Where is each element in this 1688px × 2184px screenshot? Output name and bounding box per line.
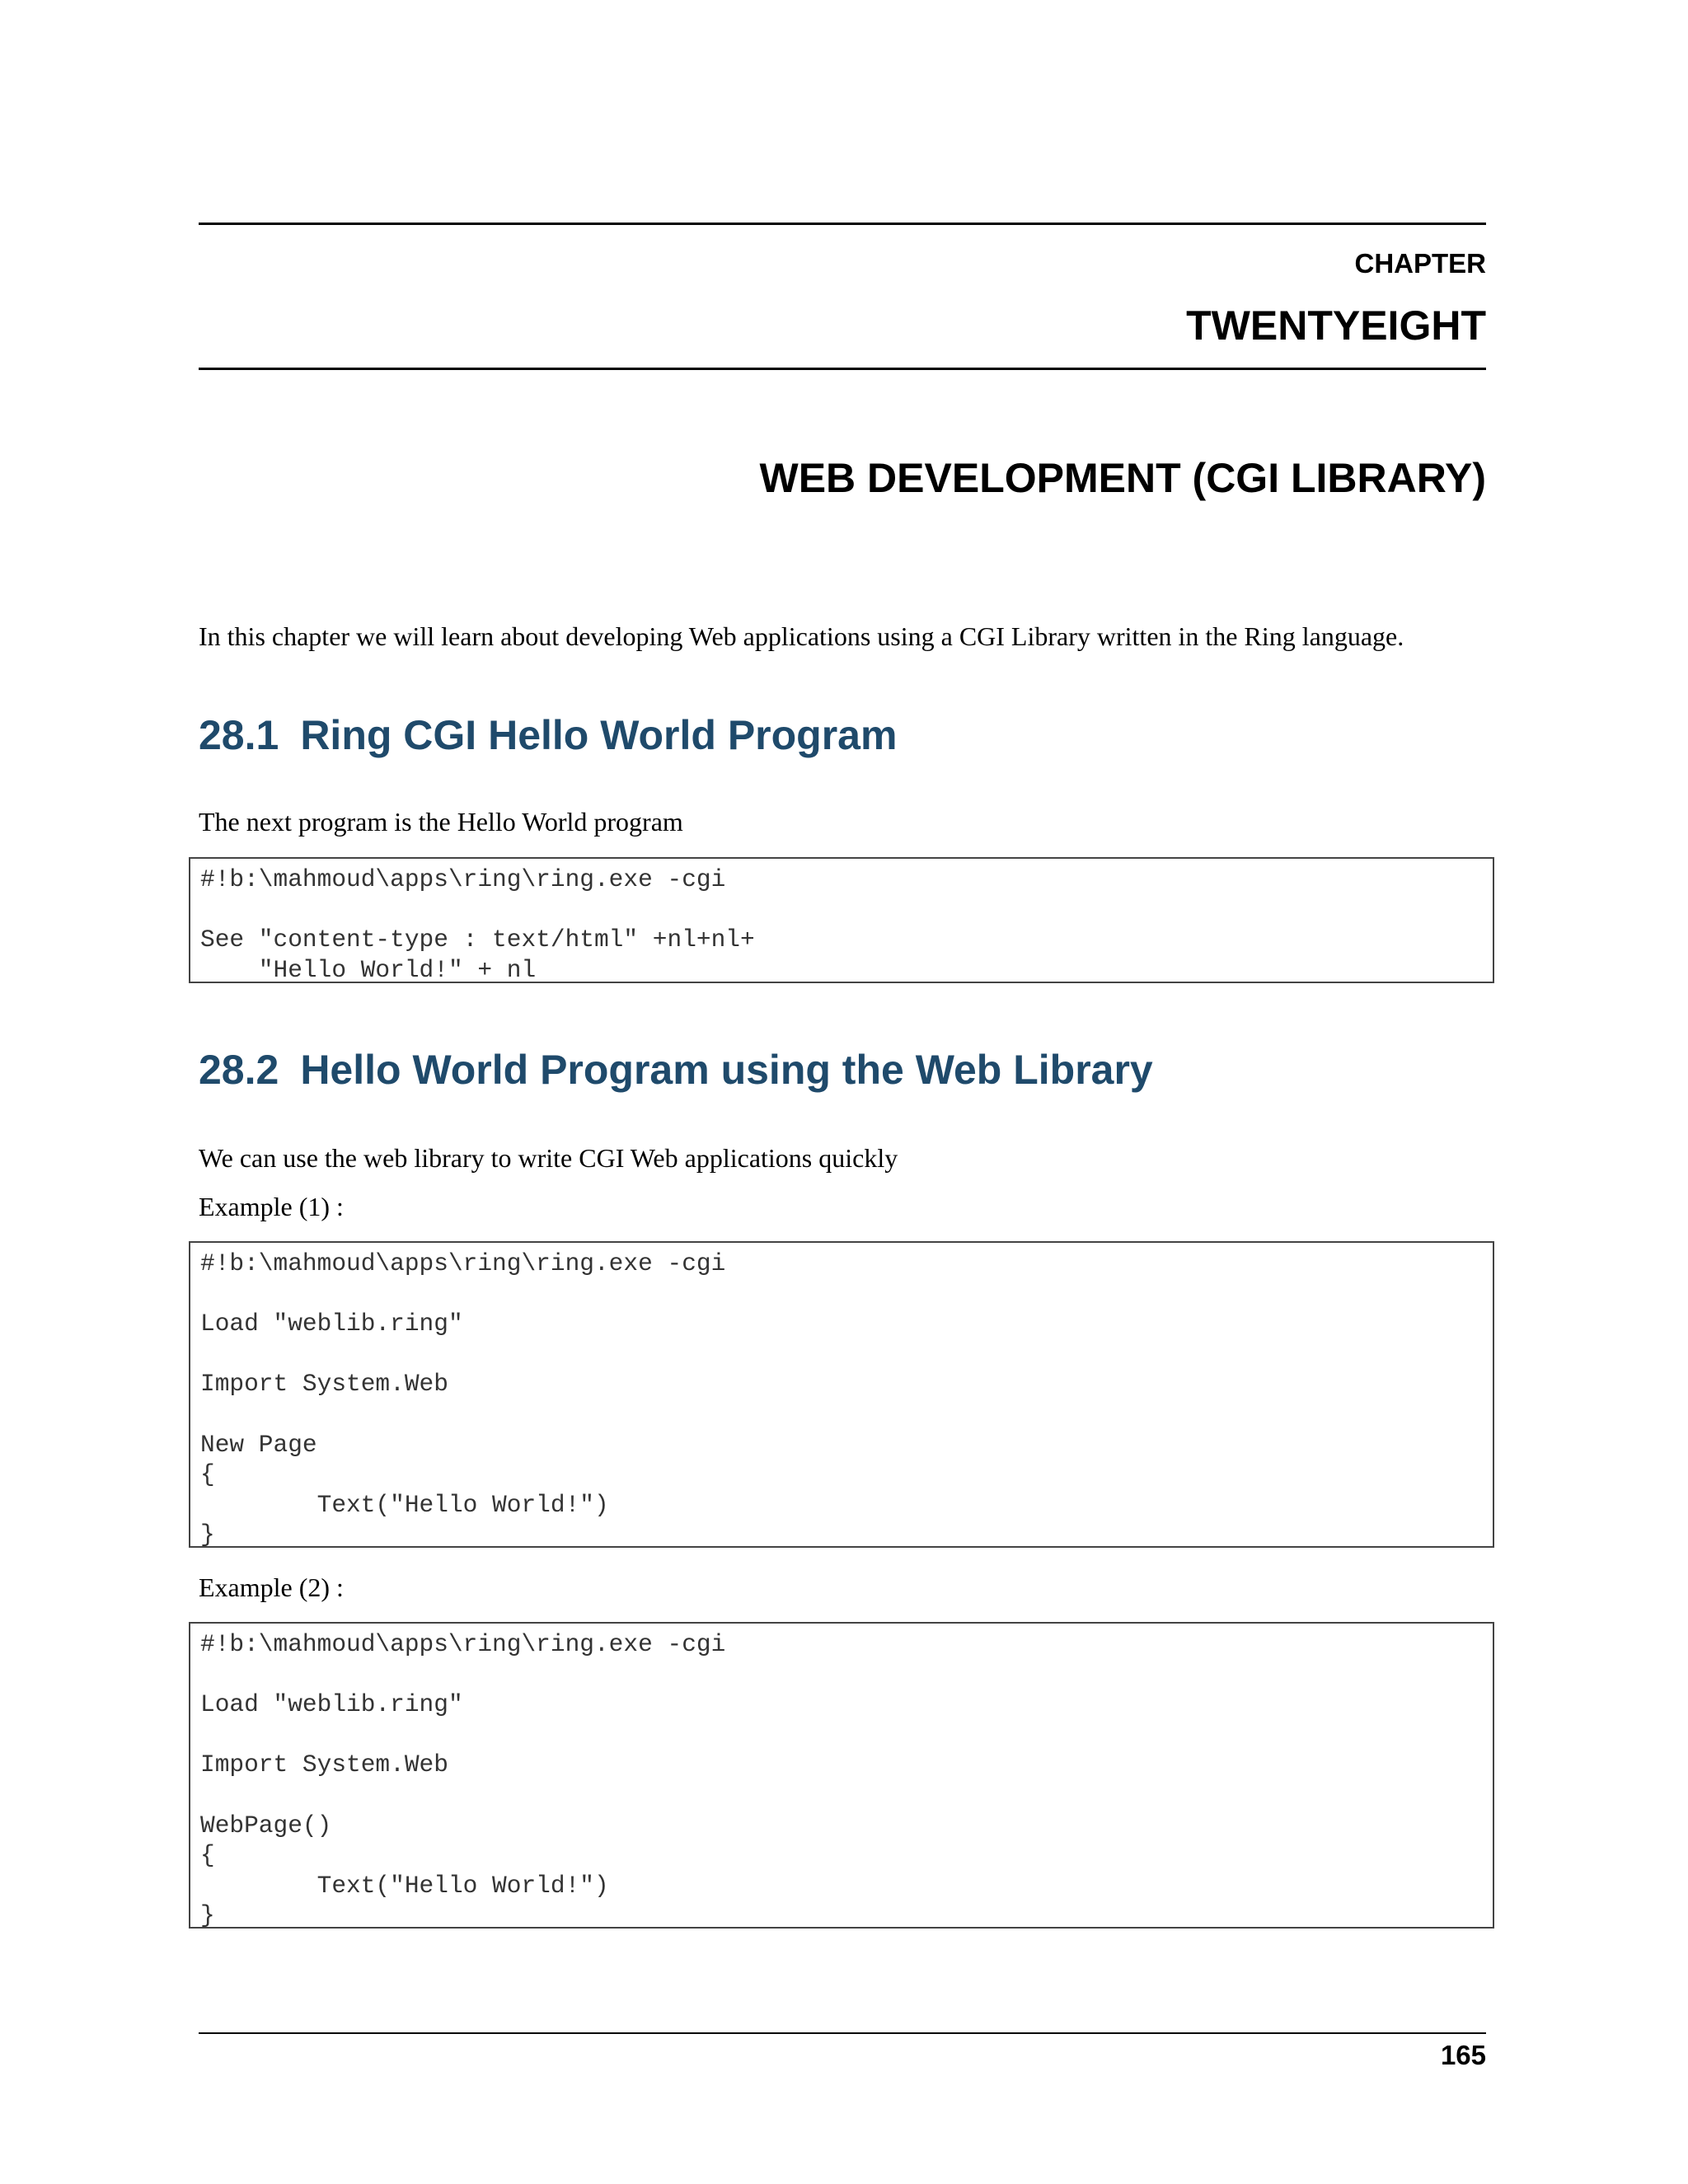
section-28-2-text: We can use the web library to write CGI Web applications quickly	[199, 1143, 898, 1173]
section-28-1-text: The next program is the Hello World program	[199, 807, 683, 837]
code-text: #!b:\mahmoud\apps\ring\ring.exe -cgi See "content-type : text/html" +nl+nl+ "Hello World!" + nl	[200, 865, 755, 984]
intro-paragraph: In this chapter we will learn about developing Web applications using a CGI Library written in the Ring language.	[199, 621, 1404, 651]
chapter-number: TWENTYEIGHT	[1186, 302, 1486, 349]
code-block-hello-world	[189, 857, 1494, 983]
section-title: Ring CGI Hello World Program	[300, 712, 898, 758]
section-title: Hello World Program using the Web Library	[300, 1047, 1153, 1093]
code-text: #!b:\mahmoud\apps\ring\ring.exe -cgi Load "weblib.ring" Import System.Web New Page { Text("Hello World!") }	[200, 1249, 726, 1549]
code-block-example-2	[189, 1622, 1494, 1929]
section-heading-28-1	[199, 710, 897, 760]
chapter-label: CHAPTER	[1354, 248, 1486, 279]
section-number: 28.2	[199, 1047, 279, 1093]
footer-rule	[199, 2032, 1486, 2034]
example-1-label: Example (1) :	[199, 1192, 344, 1221]
example-2-label: Example (2) :	[199, 1572, 344, 1602]
section-heading-28-2	[199, 1045, 1153, 1094]
section-number: 28.1	[199, 712, 279, 758]
page-number: 165	[1440, 2040, 1486, 2070]
chapter-top-rule	[199, 223, 1486, 225]
chapter-title: WEB DEVELOPMENT (CGI LIBRARY)	[759, 455, 1486, 501]
code-text: #!b:\mahmoud\apps\ring\ring.exe -cgi Load "weblib.ring" Import System.Web WebPage() { Text("Hello World!") }	[200, 1630, 726, 1930]
chapter-bottom-rule	[199, 368, 1486, 370]
code-block-example-1	[189, 1241, 1494, 1548]
